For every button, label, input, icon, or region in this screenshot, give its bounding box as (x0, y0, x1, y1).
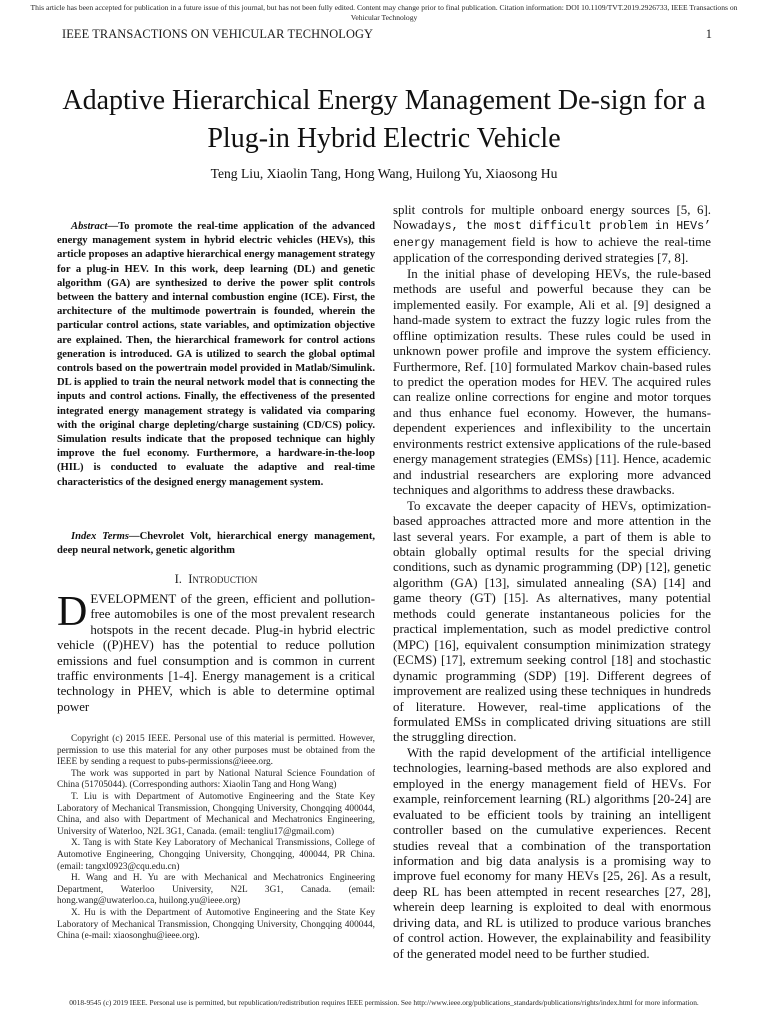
journal-name: IEEE TRANSACTIONS ON VEHICULAR TECHNOLOGY (62, 27, 374, 41)
running-head (62, 27, 712, 42)
section-title: Introduction (188, 572, 258, 586)
p1-start: split controls for multiple onboard energy sources [5, 6]. Nowa (393, 203, 711, 233)
publication-notice: This article has been accepted for publication in a future issue of this journal, but has not been fully edited. Content may change prior to final publication. Citation information: DOI 10.1109/TVT.2019.2926733, IEEE Transactions on Vehicular Technology (30, 3, 738, 22)
page-number: 1 (705, 27, 712, 41)
copyright-notice: 0018-9545 (c) 2019 IEEE. Personal use is permitted, but republication/redistribution requires IEEE permission. See http://www.ieee.org/publications_standards/publications/rights/index.html for more information. (69, 998, 699, 1007)
section-number: I. (174, 572, 182, 586)
right-column-body (393, 203, 711, 962)
footnotes (57, 734, 375, 943)
intro-text: of the green, efficient and pollution-free automobiles is one of the most prevalent research hotspots in the recent decade. Plug-in hybrid electric vehicle ((P)HEV) has the potential to reduce pollution emissions and fuel consumption and is common in current traffic environments [1-4]. Energy management is a critical technology in PHEV, which is able to determine optimal power (57, 592, 375, 714)
intro-paragraph (57, 589, 375, 715)
paragraph-continuation (393, 203, 711, 267)
paragraph-learning-based: With the rapid development of the artificial intelligence technologies, learning-based methods are also explored and employed in the energy management field of HEVs. For example, reinforcement learning (RL) algorithms [20-24] are evaluated to be efficient tools by training an intelligent controller based on the cumulative experiences. Recent studies reveal that a combination of the transportation information and big data analysis is a promising way to improve fuel economy for many HEVs [25, 26]. As a result, deep RL has been attempted in recent researches [27, 28], wherein deep learning is exploited to deal with enormous driving data, and RL is utilized to produce various branches of control action. However, the explainability and feasibility of the generated model need to be further studied. (393, 745, 711, 961)
footnote-author-wang-yu: H. Wang and H. Yu are with Mechanical and Mechatronics Engineering Department, Waterloo University, N2L 3G1, Canada. (email: hong.wang@uwaterloo.ca, huilong.yu@ieee.org) (57, 873, 375, 907)
footnote-author-liu: T. Liu is with Department of Automotive Engineering and the State Key Laboratory of Mechanical Transmission, Chongqing University, Chongqing 400044, China, and also with Department of Mechanical and Mechatronics Engineering, University of Waterloo, N2L 3G1, Canada. (email: tengliu17@gmail.com) (57, 791, 375, 837)
index-terms-label: Index Terms (71, 531, 129, 542)
paper-title: Adaptive Hierarchical Energy Management De-sign for a Plug-in Hybrid Electric Vehicle (62, 85, 706, 154)
paragraph-optimization: To excavate the deeper capacity of HEVs, optimization-based approaches attracted more and more attention in the last several years. For example, a part of them is able to obtain globally optimal results for the special driving conditions, such as dynamic programming (DP) [12], genetic algorithm (GA) [13], simulated annealing (SA) [14] and game theory (GT) [15]. As alternatives, many potential methods could generate instantaneous policies for the practical implementation, such as model predictive control (MPC) [16], equivalent consumption minimization strategy (ECMS) [17], extremum seeking control [18] and stochastic dynamic programming (SDP) [19]. Different degrees of improvement are realized using these techniques in hundreds of literature. However, real-time applications of the formulated EMSs in complicated driving situations are still the struggling direction. (393, 498, 711, 745)
section-heading (57, 572, 375, 587)
index-terms (57, 530, 375, 558)
footnote-author-tang: X. Tang is with State Key Laboratory of Mechanical Transmissions, College of Automotive Engineering, Chongqing University, Chongqing, 400044, PR China. (email: tangxl0923@cqu.edu.cn) (57, 838, 375, 872)
footnote-author-hu: X. Hu is with the Department of Automotive Engineering and the State Key Laboratory of Mechanical Transmission, Chongqing University, Chongqing 400044, China (e-mail: xiaosonghu@ieee.org). (57, 907, 375, 942)
author-list: Teng Liu, Xiaolin Tang, Hong Wang, Huilong Yu, Xiaosong Hu (210, 166, 558, 181)
footnote-funding: The work was supported in part by National Natural Science Foundation of China (51705044). (Corresponding authors: Xiaolin Tang and Hong Wang) (57, 768, 375, 791)
abstract-label: Abstract (71, 221, 108, 232)
footnote-copyright: Copyright (c) 2015 IEEE. Personal use of this material is permitted. However, permission to use this material for any other purposes must be obtained from the IEEE by sending a request to pubs-permissions@ieee.org. (57, 734, 375, 768)
p1-mono-text: days, the most difficult problem in HEVs’ energy (393, 220, 711, 250)
abstract-text: —To promote the real-time application of the advanced energy management system in hybrid electric vehicles (HEVs), this article proposes an adaptive hierarchical energy management strategy for a plug-in HEV. In this work, deep learning (DL) and genetic algorithm (GA) are synthesized to derive the power split controls between the battery and internal combustion engine (ICE). First, the architecture of the multimode powertrain is founded, wherein the particular control actions, state variables, and optimization objective are explained. Then, the hierarchical framework for control actions generation is introduced. GA is utilized to search the global optimal controls based on the powertrain model provided in Matlab/Simulink. DL is applied to train the neural network model that is connecting the inputs and control actions. Finally, the effectiveness of the presented integrated energy management strategy is validated via comparing with the original charge depleting/charge sustaining (CD/CS) policy. Simulation results indicate that the proposed technique can highly improve the fuel economy. Furthermore, a hardware-in-the-loop (HIL) is conducted to evaluate the adaptive and real-time characteristics of the designed energy management system. (57, 221, 375, 488)
abstract (57, 220, 375, 490)
intro-first-word: EVELOPMENT (90, 592, 177, 606)
paragraph-rule-based: In the initial phase of developing HEVs, the rule-based methods are useful and powerful because they can be implemented easily. For example, Ali et al. [9] designed a hand-made system to extract the fuzzy logic rules from the offline optimization results. These rules could be used in unknown power profile and improve the system efficiency. Furthermore, Ref. [10] formulated Markov chain-based rules to predict the operation modes for HEV. The acquired rules can realize online corrections for engine and motor torques and thus enhance fuel economy. However, the humans-dependent experiences and inflexibility to the uncertain environments restrict extensive applications of the rule-based energy management strategies (EMSs) [11]. Hence, academic and industrial researchers are exploring more advanced techniques and algorithms to address these drawbacks. (393, 266, 711, 498)
p1-end: management field is how to achieve the real-time application of the corresponding derived strategies [7, 8]. (393, 234, 711, 266)
index-terms-text: —Chevrolet Volt, hierarchical energy management, deep neural network, genetic algorithm (57, 531, 375, 557)
drop-cap: D (57, 589, 88, 635)
